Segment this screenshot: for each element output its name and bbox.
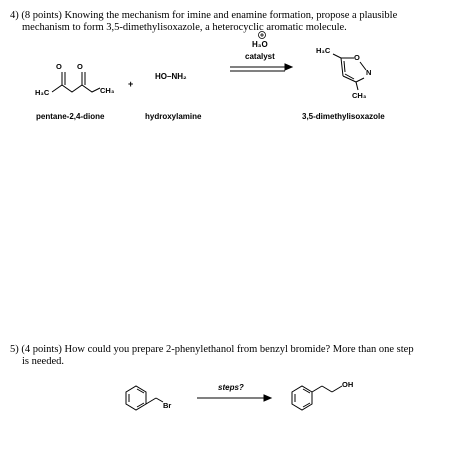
product-name: 3,5-dimethylisoxazole — [302, 112, 385, 121]
isoxazole-methyl-5: H₃C — [316, 46, 331, 55]
q5-number: 5) — [10, 344, 19, 355]
dione-oxygen-2: O — [77, 62, 83, 71]
q4-reaction-arrow — [230, 64, 292, 71]
catalyst-formula: H₃O — [252, 40, 268, 49]
dione-methyl-right: CH₃ — [100, 86, 115, 95]
reactant1-name: pentane-2,4-dione — [36, 112, 105, 121]
reactant2-name: hydroxylamine — [145, 112, 202, 121]
dione-methyl-left: H₃C — [35, 88, 50, 97]
isoxazole-methyl-3: CH₃ — [352, 91, 367, 100]
q4-number: 4) — [10, 10, 19, 21]
q4-line2: mechanism to form 3,5-dimethylisoxazole, a heterocyclic aromatic molecule. — [22, 22, 347, 33]
catalyst-label: catalyst — [245, 52, 275, 61]
hydroxylamine-formula: HO–NH₂ — [155, 72, 187, 81]
q4-points: (8 points) — [21, 10, 62, 21]
bromide-label: Br — [163, 401, 172, 410]
hydroxyl-label: OH — [342, 380, 354, 389]
q5-points: (4 points) — [21, 344, 62, 355]
phenylethanol-structure — [292, 386, 342, 410]
isoxazole-structure — [333, 54, 366, 90]
isoxazole-nitrogen: N — [366, 68, 372, 77]
q5-line1 — [10, 344, 414, 356]
plus-sign: + — [128, 79, 134, 89]
q5-reaction-arrow — [197, 395, 271, 401]
pentane-dione-structure — [52, 72, 100, 92]
dione-oxygen-1: O — [56, 62, 62, 71]
q5-text-1: How could you prepare 2-phenylethanol from benzyl bromide? More than one step — [64, 344, 414, 355]
isoxazole-oxygen: O — [354, 53, 360, 62]
q4-text-1: Knowing the mechanism for imine and enamine formation, propose a plausible — [64, 10, 398, 21]
benzyl-bromide-structure — [126, 386, 163, 410]
q5-line2: is needed. — [22, 356, 64, 367]
steps-label: steps? — [218, 383, 244, 392]
positive-charge-icon — [259, 32, 266, 39]
